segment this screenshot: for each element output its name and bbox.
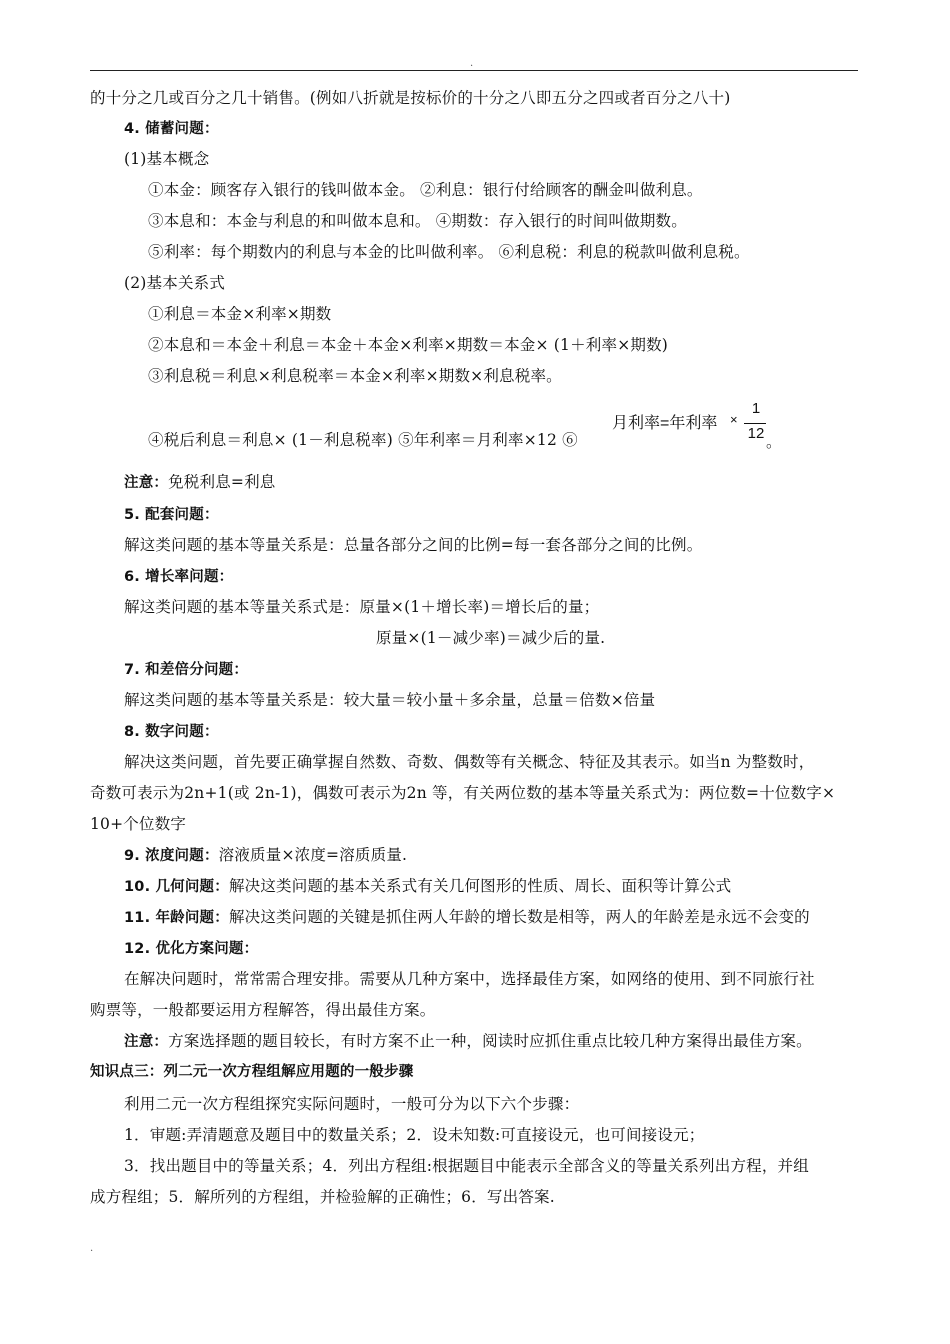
text-line: 的十分之几或百分之几十销售。(例如八折就是按标价的十分之八即五分之四或者百分之八十) [90, 89, 731, 107]
formula-times: × [730, 412, 738, 427]
section-number: 11. [124, 910, 151, 926]
text-line: 在解决问题时，常常需合理安排。需要从几种方案中，选择最佳方案，如网络的使用、到不同旅行社 [124, 970, 815, 988]
text-line: 利用二元一次方程组探究实际问题时，一般可分为以下六个步骤： [124, 1095, 580, 1113]
section-title: 增长率问题： [145, 569, 234, 585]
section-title: 优化方案问题： [155, 941, 259, 957]
section-number: 5. [124, 507, 140, 523]
text-line: 解这类问题的基本等量关系是：总量各部分之间的比例=每一套各部分之间的比例。 [124, 536, 703, 554]
note [124, 1031, 812, 1052]
section-heading-optimization [124, 938, 258, 959]
section-text: 溶液质量×浓度=溶质质量. [218, 846, 408, 864]
section-text: 解决这类问题的关键是抓住两人年龄的增长数是相等，两人的年龄差是永远不会变的 [228, 908, 810, 926]
header-rule [90, 70, 858, 71]
section-title: 配套问题： [145, 507, 219, 523]
formula-monthly-rate: 月利率=年利率 [612, 415, 718, 432]
text-line: 购票等，一般都要运用方程解答，得出最佳方案。 [90, 1001, 436, 1019]
formula-end: 。 [766, 433, 782, 451]
text-line: 奇数可表示为2n+1(或 2n-1)，偶数可表示为2n 等，有关两位数的基本等量关系式为：两位数=十位数字× [90, 784, 836, 802]
fraction-bar [744, 423, 766, 424]
section-title: 年龄问题： [155, 910, 229, 926]
text-line: 原量×(1－减少率)＝减少后的量. [376, 629, 606, 647]
text-line: ③利息税＝利息×利息税率＝本金×利率×期数×利息税率。 [148, 367, 562, 385]
text-line: ①利息＝本金×利率×期数 [148, 305, 332, 323]
section-number: 4. [124, 121, 140, 137]
formula-denominator: 12 [747, 425, 765, 442]
header-dot: . [470, 58, 474, 69]
section-heading-savings [124, 118, 219, 139]
section-heading-matching [124, 504, 219, 525]
text-line: ②本息和＝本金＋利息＝本金＋本金×利率×期数＝本金× (1＋利率×期数) [148, 336, 669, 354]
text-line: ④税后利息＝利息× (1－利息税率) ⑤年利率＝月利率×12 ⑥ [148, 431, 578, 449]
section-text: 解决这类问题的基本关系式有关几何图形的性质、周长、面积等计算公式 [228, 877, 732, 895]
note-text: 方案选择题的题目较长，有时方案不止一种，阅读时应抓住重点比较几种方案得出最佳方案。 [168, 1032, 812, 1050]
text-line: ⑤利率：每个期数内的利息与本金的比叫做利率。 ⑥利息税：利息的税款叫做利息税。 [148, 243, 750, 261]
footer-dot: . [90, 1243, 94, 1254]
subheading: (2)基本关系式 [124, 274, 226, 292]
section-number: 7. [124, 662, 140, 678]
section-title: 几何问题： [155, 879, 229, 895]
text-line: 3．找出题目中的等量关系；4．列出方程组:根据题目中能表示全部含义的等量关系列出方程，并组 [124, 1157, 809, 1175]
text-line: 解这类问题的基本等量关系式是：原量×(1＋增长率)＝增长后的量； [124, 598, 600, 616]
text-line: 10+个位数字 [90, 815, 187, 833]
section-heading-sum-difference [124, 659, 248, 680]
text-line: 1．审题:弄清题意及题目中的数量关系；2．设未知数:可直接设元，也可间接设元； [124, 1126, 705, 1144]
section-concentration [124, 845, 407, 866]
section-number: 6. [124, 569, 140, 585]
section-age [124, 907, 810, 928]
section-title: 和差倍分问题： [145, 662, 249, 678]
note-text: 免税利息=利息 [168, 473, 276, 491]
text-line: 解决这类问题，首先要正确掌握自然数、奇数、偶数等有关概念、特征及其表示。如当n 为整数时， [124, 753, 815, 771]
section-number: 12. [124, 941, 151, 957]
section-number: 10. [124, 879, 151, 895]
knowledge-point-three-title: 知识点三：列二元一次方程组解应用题的一般步骤 [90, 1064, 414, 1080]
section-heading-growth [124, 566, 233, 587]
formula-numerator: 1 [751, 400, 761, 417]
text-line: ①本金：顾客存入银行的钱叫做本金。 ②利息：银行付给顾客的酬金叫做利息。 [148, 181, 703, 199]
note-label: 注意： [124, 475, 169, 491]
section-number: 9. [124, 848, 140, 864]
section-heading-digits [124, 721, 219, 742]
section-title: 储蓄问题： [145, 121, 219, 137]
section-title: 浓度问题： [145, 848, 219, 864]
text-line: 成方程组；5．解所列的方程组，并检验解的正确性；6．写出答案. [90, 1188, 555, 1206]
subheading: (1)基本概念 [124, 150, 210, 168]
note [124, 472, 276, 493]
section-geometry [124, 876, 731, 897]
note-label: 注意： [124, 1034, 169, 1050]
section-number: 8. [124, 724, 140, 740]
section-title: 数字问题： [145, 724, 219, 740]
text-line: ③本息和：本金与利息的和叫做本息和。 ④期数：存入银行的时间叫做期数。 [148, 212, 687, 230]
text-line: 解这类问题的基本等量关系是：较大量＝较小量＋多余量，总量＝倍数×倍量 [124, 691, 656, 709]
